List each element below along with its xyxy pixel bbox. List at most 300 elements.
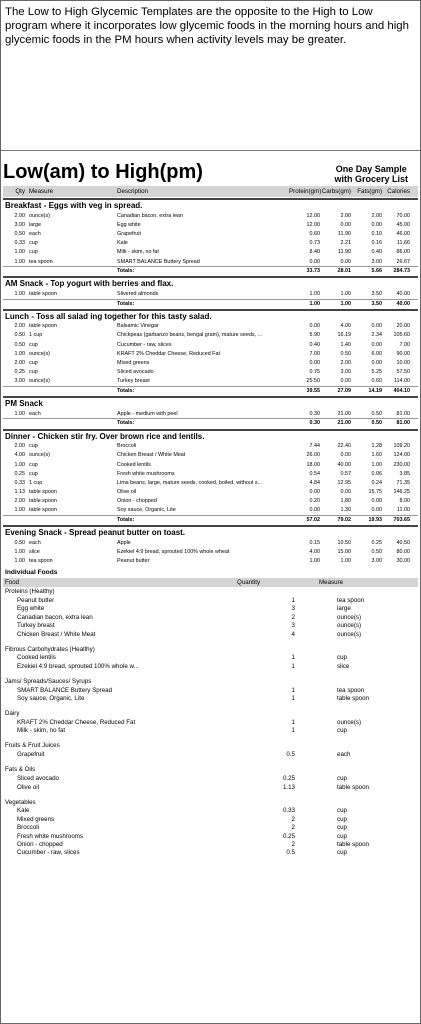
meal-cell-measure: cup	[29, 360, 38, 367]
total-fats: 14.19	[368, 388, 382, 395]
meal-cell-fats: 5.25	[371, 369, 382, 376]
meal-cell-description: Chickpeas (garbanzo beans, bengal gram), mature seeds, ...	[117, 332, 263, 339]
meal-cell-description: Milk - skim, no fat	[117, 249, 159, 256]
meal-cell-calories: 124.00	[393, 452, 410, 459]
meal-cell-qty: 0.25	[14, 369, 25, 376]
food-row	[3, 832, 418, 840]
food-quantity: 1	[291, 695, 295, 703]
meal-cell-fats: 0.00	[371, 360, 382, 367]
food-name: Mixed greens	[17, 815, 55, 823]
meal-title: AM Snack - Top yogurt with berries and flax.	[3, 276, 418, 289]
meal-cell-carbs: 1.30	[340, 507, 351, 514]
meal-cell-protein: 0.20	[309, 498, 320, 505]
meal-cell-description: Ezekiel 4:9 bread, sprouted 100% whole wheat	[117, 549, 230, 556]
meal-cell-qty: 0.25	[14, 470, 25, 477]
meal-row	[3, 358, 418, 367]
meal-cell-protein: 0.75	[309, 369, 320, 376]
total-label: Totals:	[117, 268, 135, 275]
meal-cell-qty: 1.00	[14, 258, 25, 265]
food-name: Grapefruit	[17, 751, 45, 759]
meal-cell-carbs: 0.00	[340, 489, 351, 496]
meal-cell-description: Kale	[117, 240, 128, 247]
meal-cell-calories: 114.00	[393, 378, 410, 385]
meal-cell-qty: 2.00	[14, 212, 25, 219]
meal-cell-qty: 0.50	[14, 332, 25, 339]
food-measure: table spoon	[337, 695, 369, 703]
meal-cell-protein: 8.40	[309, 249, 320, 256]
meal-row	[3, 451, 418, 460]
intro-text: The Low to High Glycemic Templates are the opposite to the High to Low program where it incorporates low glycemic foods in the morning hours and high glycemic foods in the PM hours when activity levels may be greater.	[1, 1, 420, 151]
total-fats: 19.93	[368, 517, 382, 524]
meal-cell-qty: 1.00	[14, 461, 25, 468]
meal-cell-calories: 11.66	[396, 240, 410, 247]
food-measure: large	[337, 605, 351, 613]
food-row	[3, 654, 418, 662]
food-measure: each	[337, 751, 351, 759]
meal-totals-row	[3, 386, 418, 395]
col-qty: Qty	[15, 188, 25, 195]
food-quantity: 2	[291, 613, 295, 621]
food-quantity: 2	[291, 824, 295, 832]
food-quantity: 1	[291, 727, 295, 735]
total-protein: 39.55	[306, 388, 320, 395]
food-measure: ounce(s)	[337, 719, 362, 727]
meal-cell-description: Cooked lentils	[117, 461, 151, 468]
food-name: Peanut butter	[17, 597, 55, 604]
food-measure: cup	[337, 654, 347, 662]
food-measure: tea spoon	[337, 597, 365, 604]
meal-cell-measure: large	[29, 221, 41, 228]
meal-cell-carbs: 21.00	[337, 410, 351, 417]
meal-cell-calories: 20.00	[396, 323, 410, 330]
meal-cell-description: Cucumber - raw, slices	[117, 341, 172, 348]
col-measure: Measure	[29, 188, 54, 195]
meal-cell-description: SMART BALANCE Buttery Spread	[117, 258, 200, 265]
food-name: Canadian bacon, extra lean	[17, 613, 93, 621]
food-name: Fresh white mushrooms	[17, 832, 84, 840]
meal-cell-fats: 0.00	[371, 507, 382, 514]
meal-row	[3, 547, 418, 556]
total-carbs: 27.09	[337, 388, 351, 395]
meal-cell-protein: 18.00	[306, 461, 320, 468]
meal-totals-row	[3, 266, 418, 275]
food-measure: cup	[337, 832, 347, 840]
meal-cell-measure: table spoon	[29, 323, 57, 330]
meal-cell-carbs: 40.00	[337, 461, 351, 468]
meal-cell-calories: 70.00	[396, 212, 410, 219]
meal-cell-fats: 0.25	[371, 539, 382, 546]
food-name: Chicken Breast / White Meat	[17, 630, 96, 638]
meal-cell-calories: 7.00	[399, 341, 410, 348]
food-quantity: 1	[291, 719, 295, 727]
meal-cell-qty: 0.33	[14, 240, 25, 247]
meal-cell-fats: 0.06	[371, 470, 382, 477]
food-quantity: 1	[291, 597, 295, 604]
if-col-measure: Measure	[319, 578, 344, 586]
food-quantity: 4	[291, 630, 295, 638]
food-row	[3, 849, 418, 857]
meal-cell-qty: 3.00	[14, 221, 25, 228]
meal-cell-qty: 1.00	[14, 290, 25, 297]
meal-cell-protein: 0.00	[309, 489, 320, 496]
meal-cell-description: Grapefruit	[117, 230, 141, 237]
meal-cell-protein: 0.00	[309, 323, 320, 330]
meal-cell-qty: 1.00	[14, 558, 25, 565]
meal-cell-fats: 0.10	[371, 230, 382, 237]
food-quantity: 0.5	[286, 751, 295, 759]
meal-cell-description: Slivered almonds	[117, 290, 159, 297]
meal-cell-measure: tea spoon	[29, 558, 53, 565]
total-fats: 5.66	[371, 268, 382, 275]
food-quantity: 2	[291, 841, 295, 849]
food-quantity: 0.33	[282, 807, 295, 815]
food-name: Milk - skim, no fat	[17, 727, 66, 735]
meal-row	[3, 239, 418, 248]
food-name: Kale	[17, 807, 30, 815]
meal-cell-protein: 12.00	[306, 212, 320, 219]
meal-cell-measure: ounce(s)	[29, 212, 50, 219]
meal-cell-calories: 71.35	[396, 479, 410, 486]
meal-row	[3, 220, 418, 229]
total-label: Totals:	[117, 388, 135, 395]
meal-cell-protein: 7.44	[309, 443, 320, 450]
food-row	[3, 630, 418, 638]
meal-row	[3, 229, 418, 238]
individual-foods-header	[3, 578, 418, 587]
col-description: Description	[117, 188, 148, 195]
total-protein: 0.30	[309, 420, 320, 427]
meal-cell-qty: 2.00	[14, 323, 25, 330]
meal-cell-carbs: 1.00	[340, 290, 351, 297]
total-calories: 81.00	[396, 420, 410, 427]
total-label: Totals:	[117, 300, 135, 307]
meal-cell-measure: cup	[29, 443, 38, 450]
meal-cell-fats: 0.24	[371, 479, 382, 486]
meal-cell-protein: 0.30	[309, 410, 320, 417]
meal-cell-carbs: 0.00	[340, 258, 351, 265]
food-measure: tea spoon	[337, 686, 365, 694]
meal-cell-protein: 0.15	[309, 539, 320, 546]
individual-foods-title: Individual Foods	[5, 568, 58, 576]
meal-cell-fats: 1.00	[371, 461, 382, 468]
meal-totals-row	[3, 418, 418, 427]
food-name: Soy sauce, Organic, Lite	[17, 695, 85, 703]
meal-row	[3, 377, 418, 386]
meal-cell-protein: 0.00	[309, 507, 320, 514]
total-label: Totals:	[117, 420, 135, 427]
food-quantity: 1	[291, 686, 295, 694]
food-measure: table spoon	[337, 783, 369, 791]
meal-cell-fats: 3.00	[371, 558, 382, 565]
food-name: Cooked lentils	[17, 654, 56, 662]
subtitle-line-2: with Grocery List	[334, 174, 408, 184]
total-protein: 57.02	[306, 517, 320, 524]
meal-row	[3, 478, 418, 487]
food-measure: ounce(s)	[337, 613, 362, 621]
meal-cell-description: Egg white	[117, 221, 141, 228]
category-title: Fibrous Carbohydrates (Healthy)	[5, 645, 95, 653]
meal-cell-measure: slice	[29, 549, 40, 556]
meal-cell-fats: 0.00	[371, 498, 382, 505]
meal-cell-qty: 4.00	[14, 452, 25, 459]
meal-row	[3, 538, 418, 547]
col-protein: Protein(gm)	[289, 188, 322, 195]
total-calories: 40.00	[396, 300, 410, 307]
meal-cell-description: Balsamic Vinegar	[117, 323, 159, 330]
meal-cell-calories: 40.00	[396, 290, 410, 297]
meal-cell-protein: 0.60	[309, 230, 320, 237]
meal-cell-carbs: 2.00	[340, 212, 351, 219]
meal-cell-carbs: 0.57	[340, 470, 351, 477]
meal-row	[3, 322, 418, 331]
meal-cell-carbs: 2.21	[340, 240, 351, 247]
food-row	[3, 815, 418, 823]
food-measure: cup	[337, 807, 347, 815]
meal-cell-fats: 3.50	[371, 290, 382, 297]
food-quantity: 3	[291, 622, 295, 630]
food-measure: table spoon	[337, 841, 369, 849]
total-carbs: 21.00	[337, 420, 351, 427]
food-name: Sliced avocado	[17, 775, 59, 783]
meal-cell-protein: 26.00	[306, 452, 320, 459]
meal-cell-calories: 8.00	[399, 498, 410, 505]
meal-cell-protein: 1.00	[309, 290, 320, 297]
meal-cell-measure: cup	[29, 461, 38, 468]
food-measure: ounce(s)	[337, 630, 362, 638]
food-quantity: 1	[291, 662, 295, 670]
meal-cell-carbs: 0.00	[340, 221, 351, 228]
total-calories: 404.10	[393, 388, 410, 395]
meal-cell-carbs: 0.00	[340, 378, 351, 385]
category-title: Vegetables	[5, 798, 36, 806]
meal-cell-measure: ounce(s)	[29, 350, 50, 357]
meal-cell-fats: 0.40	[371, 249, 382, 256]
meal-cell-measure: cup	[29, 470, 38, 477]
meal-cell-qty: 0.50	[14, 341, 25, 348]
meal-cell-carbs: 3.00	[340, 369, 351, 376]
meal-row	[3, 488, 418, 497]
meal-cell-protein: 7.00	[309, 350, 320, 357]
meal-cell-measure: ounce(s)	[29, 452, 50, 459]
meal-cell-protein: 0.00	[309, 258, 320, 265]
meal-cell-qty: 2.00	[14, 498, 25, 505]
total-carbs: 79.02	[337, 517, 351, 524]
meal-cell-fats: 0.16	[371, 240, 382, 247]
total-protein: 33.73	[306, 268, 320, 275]
total-calories: 284.73	[393, 268, 410, 275]
total-fats: 0.50	[371, 420, 382, 427]
food-measure: slice	[337, 662, 350, 670]
total-carbs: 28.01	[337, 268, 351, 275]
meal-cell-carbs: 0.00	[340, 452, 351, 459]
food-name: KRAFT 2% Cheddar Cheese, Reduced Fat	[17, 719, 136, 727]
meal-cell-calories: 40.50	[396, 539, 410, 546]
food-name: Ezekiel 4:9 bread, sprouted 100% whole w...	[17, 662, 139, 670]
meal-row	[3, 248, 418, 257]
food-name: SMART BALANCE Buttery Spread	[17, 686, 113, 694]
individual-foods-list	[3, 587, 418, 857]
meal-cell-fats: 1.60	[371, 452, 382, 459]
meal-cell-calories: 3.85	[399, 470, 410, 477]
meal-cell-carbs: 4.00	[340, 323, 351, 330]
meal-row	[3, 497, 418, 506]
food-name: Egg white	[17, 605, 45, 613]
meal-cell-fats: 0.60	[371, 378, 382, 385]
meal-cell-calories: 105.60	[393, 332, 410, 339]
food-row	[3, 662, 418, 670]
meal-cell-qty: 1.00	[14, 410, 25, 417]
food-row	[3, 621, 418, 629]
meal-cell-measure: table spoon	[29, 498, 57, 505]
food-row	[3, 751, 418, 759]
food-row	[3, 605, 418, 613]
meal-cell-qty: 2.00	[14, 360, 25, 367]
meal-cell-carbs: 1.40	[340, 341, 351, 348]
meal-cell-protein: 0.00	[309, 360, 320, 367]
food-row	[3, 718, 418, 726]
meal-cell-description: KRAFT 2% Cheddar Cheese, Reduced Fat	[117, 350, 220, 357]
food-quantity: 0.25	[282, 832, 295, 840]
meal-cell-qty: 2.00	[14, 443, 25, 450]
food-quantity: 3	[291, 605, 295, 613]
food-row	[3, 807, 418, 815]
meal-cell-fats: 6.00	[371, 350, 382, 357]
meal-cell-description: Apple	[117, 539, 131, 546]
meal-cell-calories: 81.00	[396, 410, 410, 417]
meal-cell-carbs: 11.90	[337, 230, 351, 237]
meal-cell-calories: 11.00	[396, 507, 410, 514]
meal-cell-qty: 3.00	[14, 378, 25, 385]
category-title: Fats & Oils	[5, 766, 36, 774]
meal-row	[3, 409, 418, 418]
meal-cell-description: Turkey breast	[117, 378, 150, 385]
food-row	[3, 613, 418, 621]
food-measure: cup	[337, 849, 347, 857]
meal-row	[3, 331, 418, 340]
meal-row	[3, 506, 418, 515]
meal-cell-calories: 26.67	[396, 258, 410, 265]
food-quantity: 0.25	[282, 775, 295, 783]
meal-cell-protein: 1.00	[309, 558, 320, 565]
meal-cell-qty: 1.00	[14, 350, 25, 357]
col-carbs: Carbs(gm)	[321, 188, 351, 195]
category-title: Proteins (Healthy)	[5, 588, 55, 596]
meal-cell-description: Chicken Breast / White Meat	[117, 452, 186, 459]
food-name: Olive oil	[17, 783, 40, 791]
meal-row	[3, 257, 418, 266]
meal-cell-calories: 57.50	[396, 369, 410, 376]
col-calories: Calories	[387, 188, 410, 195]
meal-cell-measure: 1 cup	[29, 332, 43, 339]
meal-row	[3, 340, 418, 349]
meal-cell-description: Soy sauce, Organic, Lite	[117, 507, 176, 514]
meal-cell-measure: cup	[29, 369, 38, 376]
food-measure: cup	[337, 824, 347, 832]
meal-cell-measure: tea spoon	[29, 258, 53, 265]
meal-cell-measure: cup	[29, 249, 38, 256]
meal-cell-qty: 1.00	[14, 549, 25, 556]
meal-cell-calories: 80.00	[396, 549, 410, 556]
food-measure: cup	[337, 775, 347, 783]
meal-row	[3, 557, 418, 566]
col-fats: Fats(gm)	[357, 188, 382, 195]
meal-cell-protein: 0.40	[309, 341, 320, 348]
meal-totals-row	[3, 299, 418, 308]
meal-cell-description: Apple - medium with peel	[117, 410, 178, 417]
food-measure: cup	[337, 815, 347, 823]
food-row	[3, 840, 418, 848]
food-row	[3, 694, 418, 702]
meal-cell-fats: 1.28	[371, 443, 382, 450]
meal-cell-measure: each	[29, 539, 41, 546]
meal-cell-qty: 0.50	[14, 539, 25, 546]
total-protein: 1.00	[309, 300, 320, 307]
subtitle	[334, 164, 418, 184]
meal-cell-description: Sliced avocado	[117, 369, 154, 376]
meal-cell-measure: table spoon	[29, 290, 57, 297]
meal-cell-protein: 0.54	[309, 470, 320, 477]
category-title: Dairy	[5, 710, 20, 718]
food-measure: ounce(s)	[337, 622, 362, 630]
meal-cell-carbs: 2.00	[340, 360, 351, 367]
meal-cell-fats: 0.00	[371, 341, 382, 348]
total-fats: 3.50	[371, 300, 382, 307]
meal-row	[3, 469, 418, 478]
meal-cell-fats: 0.00	[371, 221, 382, 228]
food-name: Cucumber - raw, slices	[17, 849, 80, 857]
meal-cell-carbs: 16.19	[337, 332, 351, 339]
total-label: Totals:	[117, 517, 135, 524]
meal-cell-protein: 4.00	[309, 549, 320, 556]
meal-cell-measure: cup	[29, 240, 38, 247]
meal-cell-measure: each	[29, 410, 41, 417]
food-quantity: 1	[291, 654, 295, 662]
subtitle-line-1: One Day Sample	[335, 164, 407, 174]
meal-cell-carbs: 12.95	[337, 479, 351, 486]
meal-cell-calories: 146.25	[393, 489, 410, 496]
meal-row	[3, 368, 418, 377]
meal-cell-protein: 25.50	[306, 378, 320, 385]
food-quantity: 0.5	[286, 849, 295, 857]
food-row	[3, 727, 418, 735]
meal-cell-measure: table spoon	[29, 489, 57, 496]
food-row	[3, 783, 418, 791]
if-col-quantity: Quantity	[237, 578, 261, 586]
meal-cell-calories: 86.00	[396, 249, 410, 256]
page-title: Low(am) to High(pm)	[3, 161, 203, 183]
meal-cell-qty: 0.50	[14, 230, 25, 237]
meal-cell-measure: cup	[29, 341, 38, 348]
meal-cell-description: Canadian bacon, extra lean	[117, 212, 183, 219]
meal-cell-description: Fresh white mushrooms	[117, 470, 175, 477]
meal-cell-fats: 15.75	[368, 489, 382, 496]
meal-sheet	[1, 158, 420, 857]
meal-cell-qty: 1.00	[14, 507, 25, 514]
meal-cell-fats: 0.50	[371, 410, 382, 417]
meal-cell-description: Broccoli	[117, 443, 137, 450]
food-row	[3, 824, 418, 832]
meal-cell-protein: 0.73	[309, 240, 320, 247]
table-header	[3, 186, 418, 197]
meal-cell-carbs: 11.90	[337, 249, 351, 256]
meal-cell-measure: each	[29, 230, 41, 237]
meal-cell-carbs: 0.50	[340, 350, 351, 357]
meal-cell-measure: 1 cup	[29, 479, 43, 486]
meal-row	[3, 349, 418, 358]
food-row	[3, 775, 418, 783]
meal-cell-calories: 45.00	[396, 221, 410, 228]
meal-cell-fats: 2.00	[371, 212, 382, 219]
